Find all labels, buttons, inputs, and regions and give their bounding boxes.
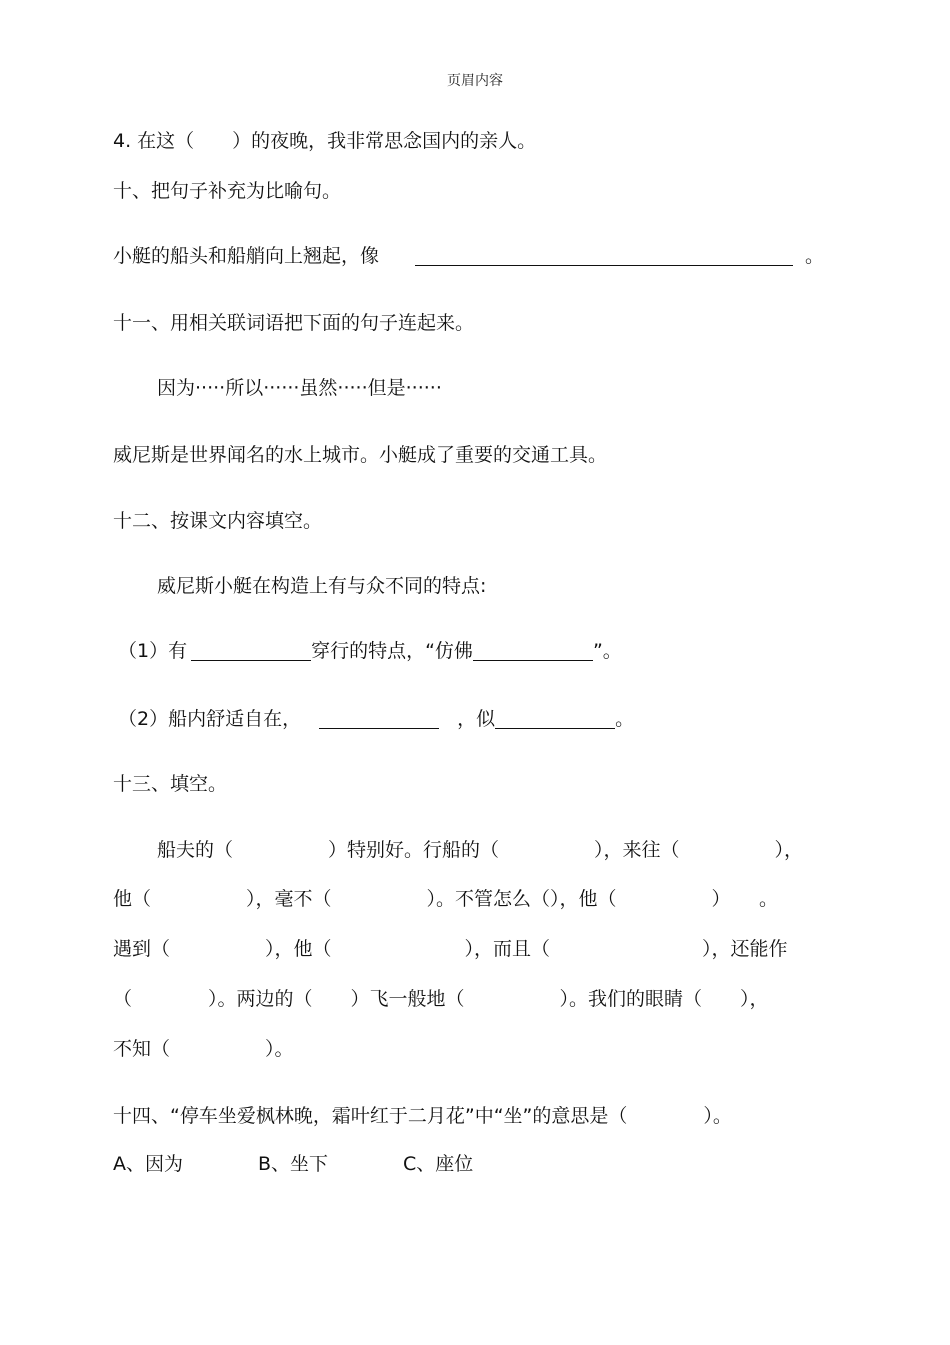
answer-blank[interactable] (415, 245, 793, 266)
section-13-line-4: （ ）。两边的（ ）飞一般地（ ）。我们的眼睛（ ）， (113, 988, 769, 1010)
item-2-middle: ，似 (457, 708, 496, 730)
section-12-item-1 (118, 638, 622, 664)
question-4: 4. 在这（ ）的夜晚，我非常思念国内的亲人。 (113, 130, 537, 152)
page-header: 页眉内容 (447, 73, 503, 89)
section-13-title: 十三、填空。 (113, 773, 228, 795)
section-13-line-3: 遇到（ ），他（ ），而且（ ），还能作 (113, 938, 788, 960)
section-12-intro: 威尼斯小艇在构造上有与众不同的特点: (157, 575, 487, 597)
section-10-prompt (113, 243, 824, 269)
section-14-option-b[interactable]: B、坐下 (258, 1153, 329, 1175)
item-1-end: ”。 (592, 640, 622, 662)
item-2-end: 。 (615, 708, 635, 730)
section-10-title: 十、把句子补充为比喻句。 (113, 180, 342, 202)
section-12-item-2 (118, 706, 634, 732)
section-12-title: 十二、按课文内容填空。 (113, 510, 323, 532)
item-1-middle: 穿行的特点，“仿佛 (311, 640, 473, 662)
section-11-sentence: 威尼斯是世界闻名的水上城市。小艇成了重要的交通工具。 (113, 444, 608, 466)
section-14-option-a[interactable]: A、因为 (113, 1153, 183, 1175)
section-13-line-5: 不知（ ）。 (113, 1038, 294, 1060)
section-13-line-2: 他（ ），毫不（ ）。不管怎么（），他（ ） 。 (113, 888, 779, 910)
item-2-prefix: （2）船内舒适自在， (118, 708, 302, 730)
section-13-line-1: 船夫的（ ）特别好。行船的（ ），来往（ ）， (157, 839, 804, 861)
section-10-end: 。 (805, 245, 825, 267)
section-14-option-c[interactable]: C、座位 (403, 1153, 474, 1175)
section-11-title: 十一、用相关联词语把下面的句子连起来。 (113, 312, 475, 334)
answer-blank[interactable] (191, 640, 311, 661)
answer-blank[interactable] (319, 708, 439, 729)
item-1-prefix: （1）有 (118, 640, 188, 662)
section-11-options: 因为·····所以······虽然·····但是······ (157, 377, 442, 399)
answer-blank[interactable] (495, 708, 615, 729)
section-10-prompt-text: 小艇的船头和船艄向上翘起，像 (113, 245, 380, 267)
section-14-title: 十四、“停车坐爱枫林晚，霜叶红于二月花”中“坐”的意思是（ ）。 (113, 1105, 732, 1127)
answer-blank[interactable] (473, 640, 593, 661)
